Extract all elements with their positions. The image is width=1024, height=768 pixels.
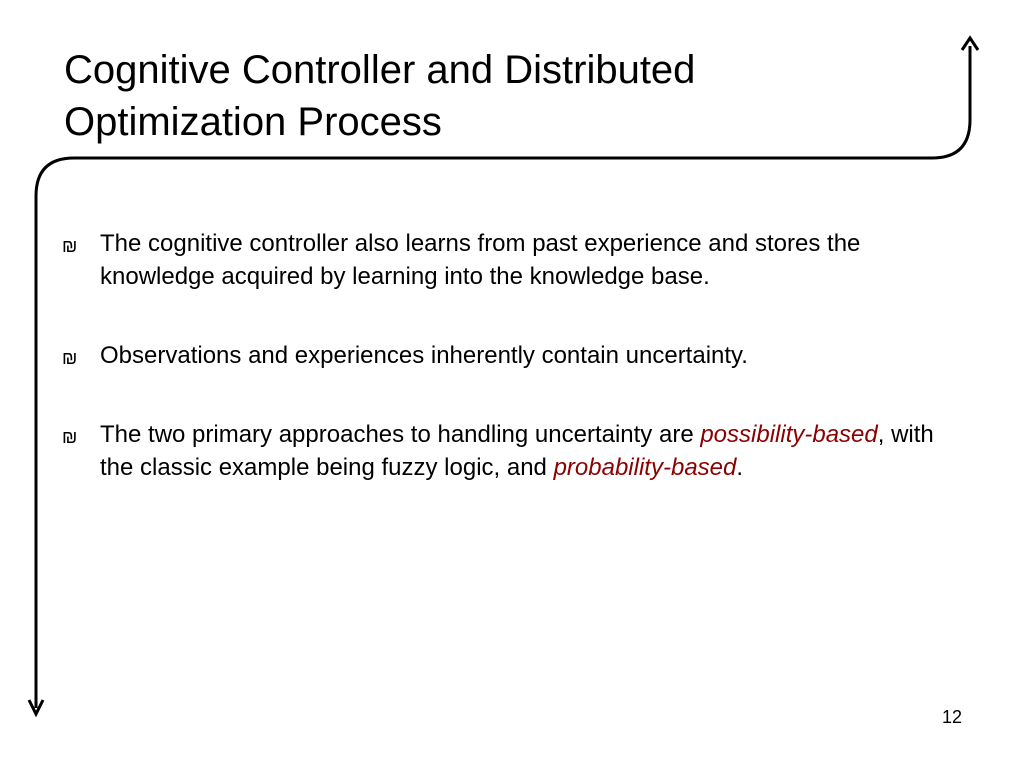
bullet-icon: ₪ — [62, 427, 78, 447]
slide-number: 12 — [941, 707, 962, 727]
bullet-icon: ₪ — [62, 236, 78, 256]
bullet-text: The cognitive controller also learns from past experience and stores the knowledge acquired by learning into the knowledge base. — [100, 230, 861, 290]
bullet-text-part: , with the classic example being fuzzy logic, and — [100, 421, 934, 481]
title-line-1: Cognitive Controller and Distributed — [64, 48, 696, 92]
emphasis-possibility-based: possibility-based — [700, 421, 878, 448]
bullet-text-part: . — [736, 454, 744, 481]
bullet-item — [60, 418, 960, 484]
bullet-list — [60, 227, 960, 484]
bullet-text-part: The two primary approaches to handling uncertainty are — [100, 421, 701, 448]
bullet-icon: ₪ — [62, 348, 78, 368]
emphasis-probability-based: probability-based — [553, 454, 737, 481]
title-line-2: Optimization Process — [64, 100, 442, 144]
bullet-item — [60, 227, 960, 293]
bullet-item — [60, 339, 960, 372]
bullet-text: Observations and experiences inherently contain uncertainty. — [100, 342, 748, 369]
